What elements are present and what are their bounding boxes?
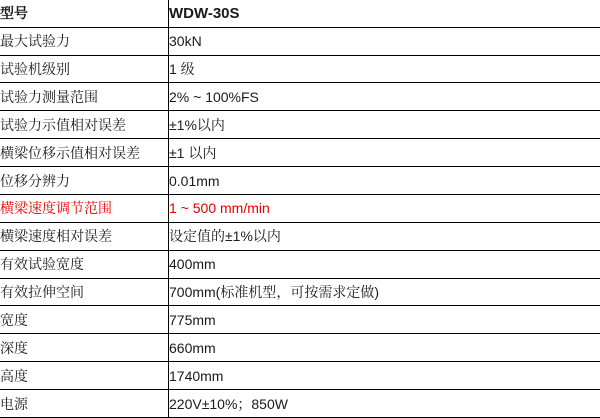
spec-value-cell: 1 ~ 500 mm/min	[169, 194, 600, 222]
spec-label-cell: 试验机级别	[0, 55, 169, 83]
table-row	[0, 27, 600, 55]
table-row	[0, 111, 600, 139]
spec-value-cell: 400mm	[169, 250, 600, 278]
model-label-cell: 型号	[0, 0, 169, 27]
table-header-row	[0, 0, 600, 27]
spec-label-cell: 位移分辨力	[0, 167, 169, 195]
spec-label-cell: 有效拉伸空间	[0, 278, 169, 306]
spec-value-cell: 2% ~ 100%FS	[169, 83, 600, 111]
spec-value-cell: 700mm(标准机型，可按需求定做)	[169, 278, 600, 306]
table-row	[0, 222, 600, 250]
table-row	[0, 278, 600, 306]
table-row	[0, 83, 600, 111]
table-row	[0, 250, 600, 278]
spec-value-cell: 设定值的±1%以内	[169, 222, 600, 250]
spec-label-cell: 深度	[0, 334, 169, 362]
spec-value-cell: ±1 以内	[169, 139, 600, 167]
spec-value-cell: 660mm	[169, 334, 600, 362]
spec-label-cell: 有效试验宽度	[0, 250, 169, 278]
spec-value-cell: 220V±10%；850W	[169, 390, 600, 418]
table-row	[0, 167, 600, 195]
spec-value-cell: ±1%以内	[169, 111, 600, 139]
spec-label-cell: 高度	[0, 362, 169, 390]
table-row	[0, 334, 600, 362]
table-row	[0, 362, 600, 390]
table-row	[0, 306, 600, 334]
spec-value-cell: 775mm	[169, 306, 600, 334]
spec-value-cell: 1740mm	[169, 362, 600, 390]
spec-value-cell: 30kN	[169, 27, 600, 55]
table-row	[0, 55, 600, 83]
spec-label-cell: 宽度	[0, 306, 169, 334]
spec-label-cell: 试验力示值相对误差	[0, 111, 169, 139]
spec-value-cell: 1 级	[169, 55, 600, 83]
spec-value-cell: 0.01mm	[169, 167, 600, 195]
table-row	[0, 390, 600, 418]
spec-label-cell: 最大试验力	[0, 27, 169, 55]
spec-label-cell: 横梁速度相对误差	[0, 222, 169, 250]
spec-label-cell: 电源	[0, 390, 169, 418]
spec-label-cell: 横梁速度调节范围	[0, 194, 169, 222]
spec-label-cell: 试验力测量范围	[0, 83, 169, 111]
table-row-highlighted	[0, 194, 600, 222]
table-row	[0, 139, 600, 167]
model-value-cell: WDW-30S	[169, 0, 600, 27]
spec-label-cell: 横梁位移示值相对误差	[0, 139, 169, 167]
